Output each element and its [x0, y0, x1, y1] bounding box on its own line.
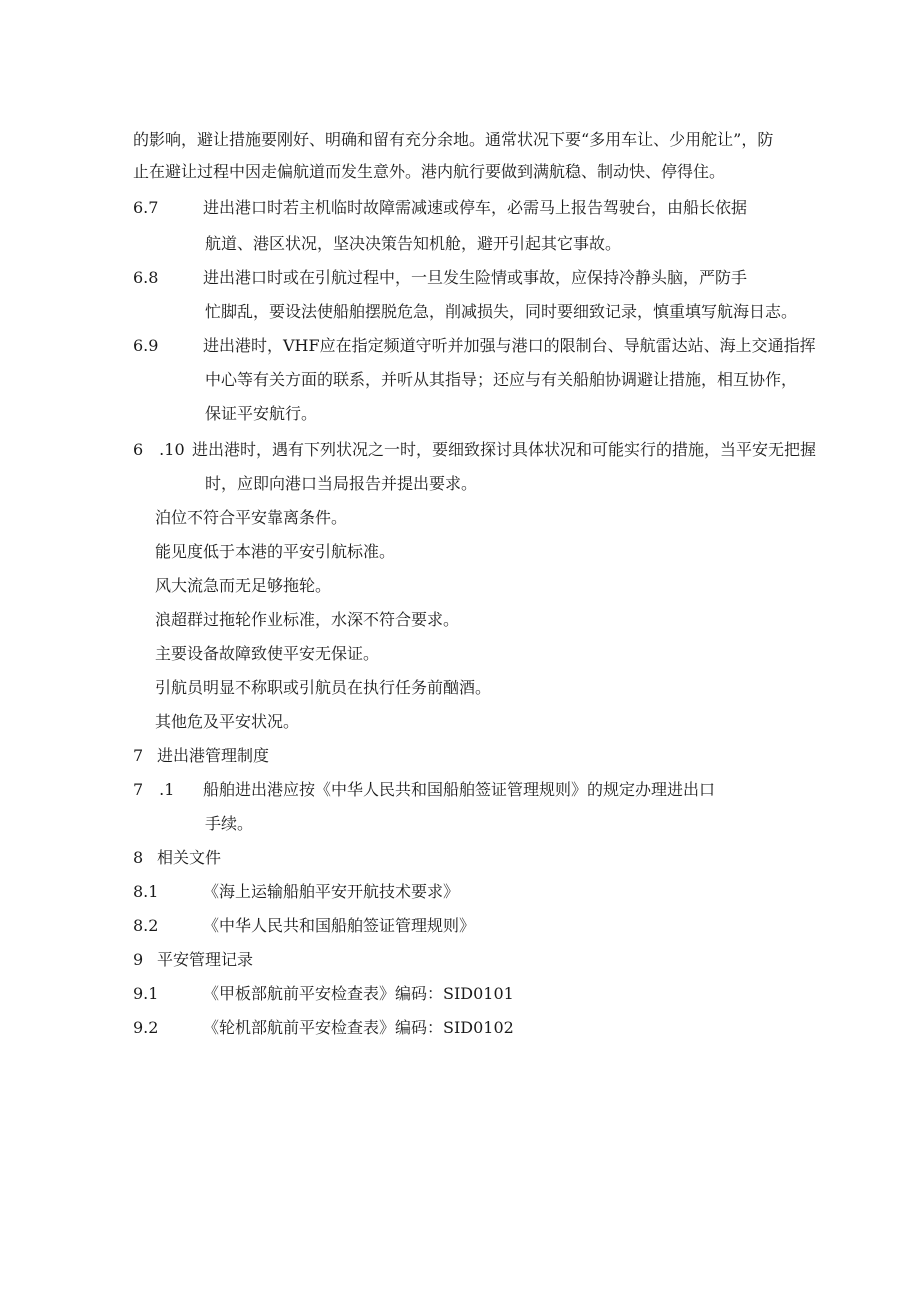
section-7-title: 进出港管理制度: [157, 746, 270, 765]
section-6-9-line-3: 保证平安航行。: [205, 404, 318, 423]
section-number-7: 7: [133, 746, 144, 765]
condition-item: 其他危及平安状况。: [155, 712, 300, 731]
section-6-10-line-1: 进出港时，遇有下列状况之一时，要细致探讨具体状况和可能实行的措施，当平安无把握: [192, 440, 817, 459]
section-number-6-10: 6 .10: [133, 440, 185, 459]
condition-item: 引航员明显不称职或引航员在执行任务前酗酒。: [155, 678, 492, 697]
section-number-8: 8: [133, 848, 144, 867]
intro-line-1: 的影响，避让措施要刚好、明确和留有充分余地。通常状况下要“多用车让、少用舵让”，防: [133, 130, 774, 149]
section-6-8-line-1: 进出港口时或在引航过程中，一旦发生险情或事故，应保持冷静头脑，严防手: [203, 268, 748, 287]
section-6-9-line-2: 中心等有关方面的联系，并听从其指导；还应与有关船舶协调避让措施，相互协作，: [205, 370, 798, 389]
condition-item: 主要设备故障致使平安无保证。: [155, 644, 380, 663]
condition-item: 能见度低于本港的平安引航标准。: [155, 542, 396, 561]
section-number-6-9: 6.9: [133, 336, 159, 355]
section-number-8-1: 8.1: [133, 882, 159, 901]
intro-line-2: 止在避让过程中因走偏航道而发生意外。港内航行要做到满航稳、制动快、停得住。: [133, 162, 726, 181]
section-number-9-2: 9.2: [133, 1018, 159, 1037]
section-number-7-1: 7 .1: [133, 780, 175, 799]
section-7-1-line-2: 手续。: [205, 814, 254, 833]
section-9-2-text: 《轮机部航前平安检查表》编码：SID0102: [203, 1018, 514, 1037]
section-8-title: 相关文件: [157, 848, 222, 867]
section-6-7-line-2: 航道、港区状况，坚决决策告知机舱，避开引起其它事故。: [205, 234, 622, 253]
section-6-7-line-1: 进出港口时若主机临时故障需减速或停车，必需马上报告驾驶台，由船长依据: [203, 198, 748, 217]
section-7-1-line-1: 船舶进出港应按《中华人民共和国船舶签证管理规则》的规定办理进出口: [203, 780, 716, 799]
condition-item: 浪超群过拖轮作业标准，水深不符合要求。: [155, 610, 460, 629]
section-8-2-text: 《中华人民共和国船舶签证管理规则》: [203, 916, 476, 935]
section-number-9: 9: [133, 950, 144, 969]
section-number-8-2: 8.2: [133, 916, 159, 935]
condition-item: 风大流急而无足够拖轮。: [155, 576, 332, 595]
section-6-10-line-2: 时，应即向港口当局报告并提出要求。: [205, 474, 478, 493]
section-8-1-text: 《海上运输船舶平安开航技术要求》: [203, 882, 460, 901]
section-6-8-line-2: 忙脚乱，要设法使船舶摆脱危急，削减损失，同时要细致记录，慎重填写航海日志。: [205, 302, 798, 321]
section-9-title: 平安管理记录: [157, 950, 254, 969]
section-6-9-line-1: 进出港时，VHF应在指定频道守听并加强与港口的限制台、导航雷达站、海上交通指挥: [203, 336, 816, 355]
condition-item: 泊位不符合平安靠离条件。: [155, 508, 348, 527]
section-9-1-text: 《甲板部航前平安检查表》编码：SID0101: [203, 984, 514, 1003]
section-number-9-1: 9.1: [133, 984, 159, 1003]
section-number-6-7: 6.7: [133, 198, 159, 217]
section-number-6-8: 6.8: [133, 268, 159, 287]
